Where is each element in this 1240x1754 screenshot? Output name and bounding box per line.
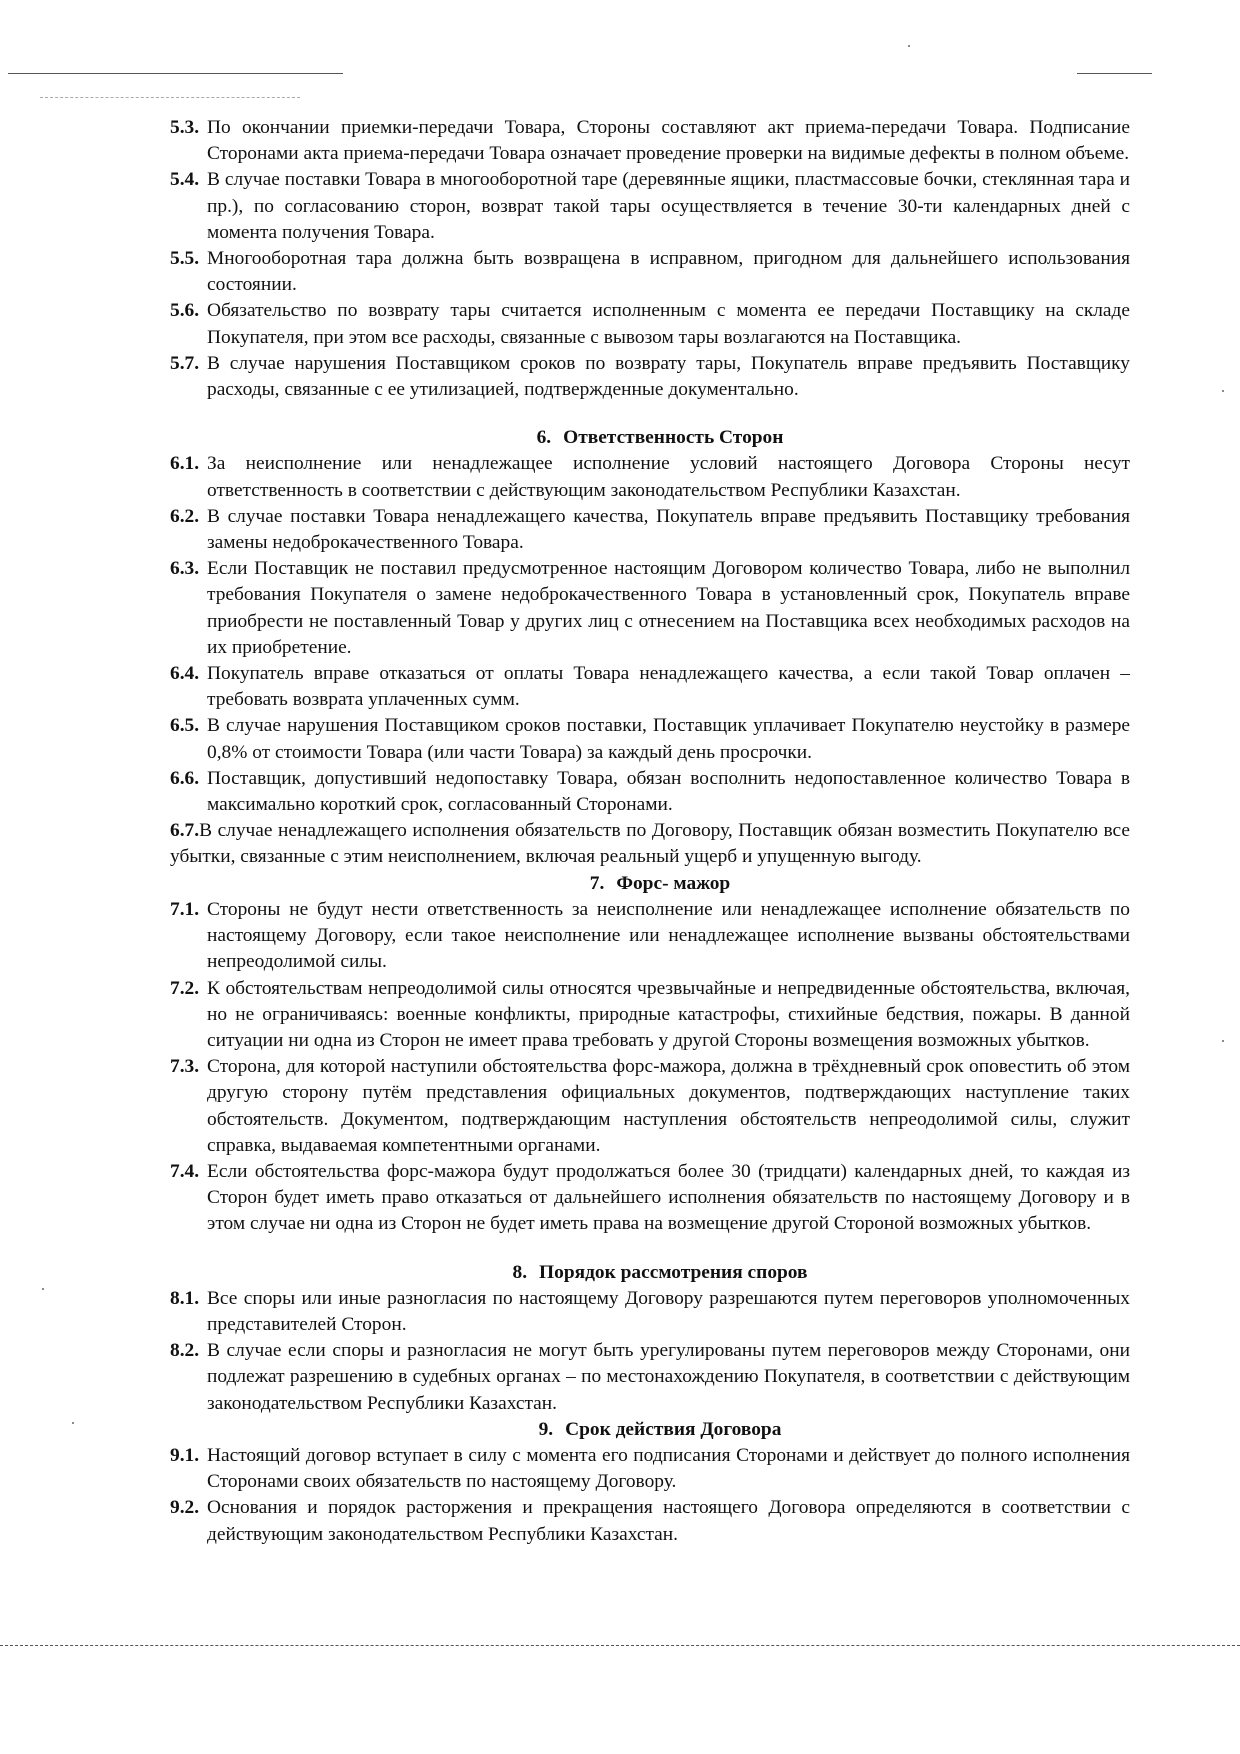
clause-number: 8.1. <box>170 1287 200 1309</box>
scan-rule-top-right <box>1077 73 1152 74</box>
scan-speck <box>908 45 910 47</box>
section-number: 7. <box>589 872 605 894</box>
clause-number: 6.2. <box>170 505 200 527</box>
clause-number: 5.3. <box>170 117 200 138</box>
clause-number: 7.1. <box>170 898 200 920</box>
clause-text: Покупатель вправе отказаться от оплаты Товара ненадлежащего качества, а если такой Товар оплачен – требовать возврата уплаченных сумм. <box>207 663 1130 711</box>
clause-text: В случае если споры и разногласия не могут быть урегулированы путем переговоров между Сторонами, они подлежат разрешению в судебных органах – по местонахождению Покупателя, в соответствии с действующим законодательством Республики Казахстан. <box>207 1340 1130 1414</box>
clause-text: В случае поставки Товара в многооборотной таре (деревянные ящики, пластмассовые бочки, стеклянная тара и пр.), по согласованию сторон, возврат такой тары осуществляется в течение 30-ти календарных дней с момента получения Товара. <box>207 169 1130 243</box>
clause-number: 6.6. <box>170 767 200 789</box>
clause-number: 6.7. <box>170 820 200 842</box>
clause-7-1 <box>170 897 1130 976</box>
clause-number: 5.5. <box>170 248 200 270</box>
clause-5-6 <box>170 298 1130 350</box>
scan-speck <box>1222 1040 1224 1042</box>
clause-text: В случае поставки Товара ненадлежащего качества, Покупатель вправе предъявить Поставщику требования замены недоброкачественного Товара. <box>207 505 1130 554</box>
clause-text: Поставщик, допустивший недопоставку Товара, обязан восполнить недопоставленное количество Товара в максимально короткий срок, согласованный Сторонами. <box>207 767 1130 816</box>
clause-text: Если обстоятельства форс-мажора будут продолжаться более 30 (тридцати) календарных дней, то каждая из Сторон будет иметь право отказаться от дальнейшего исполнения обязательств по настоящему Договору и в этом случае ни одна из Сторон не будет иметь права на возмещение другой Стороной возможных убытков. <box>207 1160 1130 1235</box>
clause-number: 6.4. <box>170 663 200 685</box>
clause-5-7 <box>170 351 1130 403</box>
clause-text: К обстоятельствам непреодолимой силы относятся чрезвычайные и непредвиденные обстоятельства, включая, но не ограничиваясь: военные конфликты, природные катастрофы, стихийные бедствия, пожары. В данной ситуации ни одна из Сторон не имеет права требовать у другой Стороны возмещения возможных убытков. <box>207 977 1130 1051</box>
section-heading-7 <box>170 871 1130 897</box>
section-title: Ответственность Сторон <box>563 427 784 449</box>
clause-number: 5.4. <box>170 169 200 191</box>
clause-6-4 <box>170 661 1130 713</box>
clause-text: По окончании приемки-передачи Товара, Стороны составляют акт приема-передачи Товара. Подписание Сторонами акта приема-передачи Товара означает проведение проверки на видимые дефекты в полном объеме. <box>207 117 1130 165</box>
clause-number: 5.6. <box>170 300 200 322</box>
clause-text: За неисполнение или ненадлежащее исполнение условий настоящего Договора Стороны несут ответственность в соответствии с действующим законодательством Республики Казахстан. <box>207 453 1130 501</box>
clause-text: Если Поставщик не поставил предусмотренное настоящим Договором количество Товара, либо не выполнил требования Покупателя о замене недоброкачественного Товара в установленный срок, Покупатель вправе приобрести не поставленный Товар у других лиц с отнесением на Поставщика всех необходимых расходов на их приобретение. <box>207 558 1130 658</box>
clause-6-2 <box>170 504 1130 556</box>
scan-speck <box>42 1288 44 1290</box>
clause-text: В случае ненадлежащего исполнения обязательств по Договору, Поставщик обязан возместить Покупателю все убытки, связанные с этим неисполнением, включая реальный ущерб и упущенную выгоду. <box>170 820 1130 868</box>
clause-text: Стороны не будут нести ответственность за неисполнение или ненадлежащее исполнение обязательств по настоящему Договору, если такое неисполнение или ненадлежащее исполнение вызваны обстоятельствами непреодолимой силы. <box>207 898 1130 973</box>
section-heading-6 <box>170 425 1130 451</box>
clause-number: 8.2. <box>170 1340 200 1362</box>
section-number: 9. <box>538 1418 554 1440</box>
clause-text: Основания и порядок расторжения и прекращения настоящего Договора определяются в соответствии с действующим законодательством Республики Казахстан. <box>207 1497 1130 1545</box>
clause-text: Сторона, для которой наступили обстоятельства форс-мажора, должна в трёхдневный срок оповестить об этом другую сторону путём представления официальных документов, подтверждающих наступление таких обстоятельств. Документом, подтверждающим наступления обстоятельств непреодолимой силы, служит справка, выдаваемая компетентными органами. <box>207 1056 1130 1156</box>
clause-number: 7.2. <box>170 977 200 999</box>
clause-number: 6.3. <box>170 558 200 580</box>
scan-speck <box>72 1422 74 1424</box>
clause-8-2 <box>170 1338 1130 1417</box>
clause-number: 9.2. <box>170 1497 200 1519</box>
clause-7-3 <box>170 1054 1130 1159</box>
clause-number: 6.5. <box>170 715 200 737</box>
clause-6-5 <box>170 713 1130 765</box>
clause-9-1 <box>170 1443 1130 1495</box>
clause-text: В случае нарушения Поставщиком сроков поставки, Поставщик уплачивает Покупателю неустойку в размере 0,8% от стоимости Товара (или части Товара) за каждый день просрочки. <box>207 715 1130 763</box>
clause-6-3 <box>170 556 1130 661</box>
clause-number: 7.3. <box>170 1056 200 1078</box>
section-number: 8. <box>512 1261 528 1283</box>
clause-text: Все споры или иные разногласия по настоящему Договору разрешаются путем переговоров уполномоченных представителей Сторон. <box>207 1287 1130 1335</box>
clause-6-7 <box>170 818 1130 870</box>
clause-5-5 <box>170 246 1130 298</box>
clause-7-2 <box>170 976 1130 1055</box>
section-title: Форс- мажор <box>616 872 731 894</box>
clause-number: 9.1. <box>170 1444 200 1466</box>
clause-number: 5.7. <box>170 352 200 374</box>
clause-7-4 <box>170 1159 1130 1238</box>
scan-rule-top-left <box>8 73 343 74</box>
section-heading-8 <box>170 1260 1130 1286</box>
scan-speck <box>1222 390 1224 392</box>
clause-text: Настоящий договор вступает в силу с момента его подписания Сторонами и действует до полного исполнения Сторонами своих обязательств по настоящему Договору. <box>207 1444 1130 1493</box>
document-body <box>170 115 1130 1548</box>
clause-6-1 <box>170 451 1130 503</box>
section-title: Срок действия Договора <box>565 1418 782 1440</box>
clause-5-3 <box>170 115 1130 167</box>
clause-text: Многооборотная тара должна быть возвращена в исправном, пригодном для дальнейшего использования состоянии. <box>207 248 1130 296</box>
section-heading-9 <box>170 1417 1130 1443</box>
section-number: 6. <box>536 427 552 449</box>
clause-5-4 <box>170 167 1130 246</box>
clause-text: Обязательство по возврату тары считается исполненным с момента ее передачи Поставщику на складе Покупателя, при этом все расходы, связанные с вывозом тары возлагаются на Поставщика. <box>207 300 1130 348</box>
clause-text: В случае нарушения Поставщиком сроков по возврату тары, Покупатель вправе предъявить Поставщику расходы, связанные с ее утилизацией, подтвержденные документально. <box>207 352 1130 401</box>
scan-rule-top-left-faint <box>40 97 300 98</box>
clause-6-6 <box>170 766 1130 818</box>
clause-8-1 <box>170 1286 1130 1338</box>
clause-number: 6.1. <box>170 453 200 475</box>
scan-rule-bottom <box>0 1645 1240 1646</box>
section-title: Порядок рассмотрения споров <box>539 1261 808 1283</box>
clause-9-2 <box>170 1495 1130 1547</box>
clause-number: 7.4. <box>170 1160 200 1182</box>
